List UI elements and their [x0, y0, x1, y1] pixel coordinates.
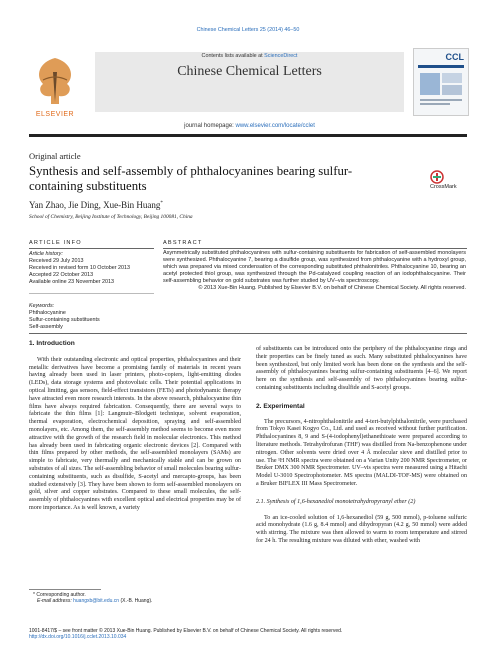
email-suffix: (X.-B. Huang).: [119, 598, 153, 605]
experimental-paragraph: The precursors, 4-nitrophthalonitrile and 4-tert-butylphthalonitrile, were purchased from Tokyo Kasei Kogyo Co., Ltd. and used as received without further purification. Phthalocyanines 8, 9 and S-(4-iodophenyl)ethanethioate were prepared according to literature methods. Tetrahydrofuran (THF) was distilled from Na-benzophenone under nitrogen. Other solvents were dried over 4 Å molecular sieve and distilled prior to use. The ¹H NMR spectra were obtained on a Varian Unity 200 NMR Spectrometer, or Bruker DMX 300 NMR Spectrometer. UV–vis spectra were measured using a Hitachi Model U-3010 Spectrophotometer. MS spectra (MALDI-TOF-MS) were obtained on a Bruker BIFLEX III Mass Spectrometer.: [256, 418, 467, 487]
subsection-heading: 2.1. Synthesis of 1,6-hexanediol monotetrahydropyranyl ether (2): [256, 498, 416, 505]
history-revised: Received in revised form 10 October 2013: [29, 265, 130, 271]
abstract-heading: ABSTRACT: [163, 240, 203, 246]
journal-title: Chinese Chemical Letters: [177, 64, 322, 79]
author-mark: *: [160, 201, 163, 206]
article-info-heading: ARTICLE INFO: [29, 240, 82, 246]
history-received: Received 29 July 2013: [29, 258, 84, 264]
article-type: Original article: [29, 151, 81, 161]
journal-reference[interactable]: Chinese Chemical Letters 25 (2014) 46–50: [196, 27, 300, 33]
header-rule: [29, 134, 467, 137]
journal-cover: [413, 48, 469, 116]
authors: [29, 200, 163, 210]
abstract-text: Asymmetrically substituted phthalocyanines with sulfur-containing substituents for fabrication of self-assembled monolayers were synthesized. Phthalocyanine 7, bearing a disulfide group, was synthesized from phthalocyanine with a hydroxyl group, which was prepared via mixed condensation of the corresponding substituted phthalonitriles. Phthalocyanine 10, bearing an acetyl protected thiol group, was synthesized through the Pd-catalyzed coupling reaction of an iodophthalocyanine. Their self-assembling behavior on gold substrates was further studied by UV–vis spectroscopy.: [163, 250, 466, 285]
journal-homepage: [95, 123, 404, 129]
homepage-prefix: journal homepage:: [184, 123, 236, 129]
history-online: Available online 23 November 2013: [29, 279, 115, 285]
abstract-rule: [163, 248, 467, 249]
affiliation: School of Chemistry, Beijing Institute of Technology, Beijing 100081, China: [29, 214, 193, 220]
left-column: [29, 340, 241, 513]
history-accepted: Accepted 22 October 2013: [29, 272, 94, 278]
elsevier-logo: [29, 52, 81, 118]
right-paragraph: of substituents can be introduced onto the periphery of the phthalocyanine rings and their properties can be finely tuned as such. Many substituted phthalocyanines have been synthesized, but only limited work has been done on the synthesis and the self-assembly of phthalocyanines bearing sulfur-containing substituents [4–6]. We report here on the synthesis and self-assembly of two phthalocyanines bearing sulfur-containing substituents including disulfide and S-acetyl groups.: [256, 346, 467, 391]
keyword: Sulfur-containing substituents: [29, 317, 100, 323]
abstract-copyright: © 2013 Xue-Bin Huang. Published by Elsevier B.V. on behalf of Chinese Chemical Society. All rights reserved.: [198, 285, 466, 292]
email-label: E-mail address:: [37, 598, 74, 605]
issn-line: 1001-8417/$ – see front matter © 2013 Xue-Bin Huang. Published by Elsevier B.V. on behalf of Chinese Chemical Society. All rights reserved.: [29, 628, 343, 634]
publisher-logo-text: ELSEVIER: [35, 111, 75, 118]
info-rule: [29, 248, 154, 249]
crossmark-icon: [430, 170, 444, 184]
email-link[interactable]: huangxb@bit.edu.cn: [73, 598, 120, 605]
contents-line: [95, 53, 404, 59]
crossmark-label: CrossMark: [430, 184, 457, 190]
cover-art-icon: [414, 49, 468, 115]
right-column: [256, 346, 467, 546]
abstract-bottom-rule: [29, 333, 467, 334]
subsection-paragraph: To an ice-cooled solution of 1,6-hexanediol (59 g, 500 mmol), p-toluene sulfuric acid monohydrate (1.6 g, 8.4 mmol) and dihydropyran (4.2 g, 50 mmol) were added with stirring. The mixture was then allowed to warm to room temperature and stirred for 24 h. The resulting mixture was diluted with ether, washed with: [256, 514, 467, 544]
sciencedirect-link[interactable]: ScienceDirect: [264, 53, 298, 59]
keywords-label: Keywords:: [29, 303, 55, 309]
keyword: Phthalocyanine: [29, 310, 66, 316]
history-label: Article history:: [29, 251, 63, 257]
abstract-body: [163, 250, 466, 293]
elsevier-tree-icon: [29, 52, 81, 110]
footnote-rule: [29, 589, 101, 590]
keywords-divider: [29, 293, 154, 294]
intro-paragraph: With their outstanding electronic and optical properties, phthalocyanines and their metallic derivatives have become a promising family of materials in recent years having already been used in laser printers, photo-copiers, light-emitting diodes (LEDs), data storage systems and photovoltaic cells. Their potential applications in optical limiting, gas sensors, field-effect transistors (FETs) and photodynamic therapy have attracted even more research interests. In the above research, phthalocyanine thin films have always required fabrication. Consequently, there are several ways to fabricate the thin films [1]: Langmuir–Blodgett technique, solvent evaporation, thermal evaporation, electrochemical deposition, spraying and self-assembled monolayers, etc. Among them, the self-assembly method seems to become even more attractive with the growth of the research field in molecular electronics. This method has already been used in fabricating organic electronic devices [2]. Compared with thin films prepared by other methods, the self-assembled monolayers (SAMs) are simple to fabricate, very thermally and mechanically stable and can be grown on substrates of all sizes. The self-assembling behavior of small molecules bearing sulfur-containing substituents, such as disulfide, S-acetyl and mercapto-groups, has been studied extensively [3]. They have been shown to form self-assembled monolayers on gold, silver and copper substrates. Compared to these small molecules, the self-assembly of phthalocyanines with excellent optical and electrical properties may be of more importance. As is well known, a variety: [29, 356, 241, 511]
cover-logo-text: CCL: [445, 52, 464, 62]
doi-link[interactable]: http://dx.doi.org/10.1016/j.cclet.2013.10.034: [29, 634, 127, 641]
journal-header-band: [95, 52, 404, 112]
homepage-link[interactable]: www.elsevier.com/locate/cclet: [235, 123, 315, 129]
bottom-matter: [29, 628, 469, 641]
introduction-heading: 1. Introduction: [29, 340, 75, 347]
article-title: Synthesis and self-assembly of phthalocyanines bearing sulfur-containing substituents: [29, 164, 353, 193]
keywords: [29, 303, 154, 331]
crossmark-badge[interactable]: [430, 170, 470, 190]
contents-prefix: Contents lists available at: [201, 53, 265, 59]
article-history: [29, 251, 154, 286]
corresponding-author: * Corresponding author.: [33, 592, 86, 598]
footnote: [33, 592, 238, 605]
author-names: Yan Zhao, Jie Ding, Xue-Bin Huang: [29, 200, 161, 210]
keyword: Self-assembly: [29, 324, 63, 330]
experimental-heading: 2. Experimental: [256, 402, 305, 410]
